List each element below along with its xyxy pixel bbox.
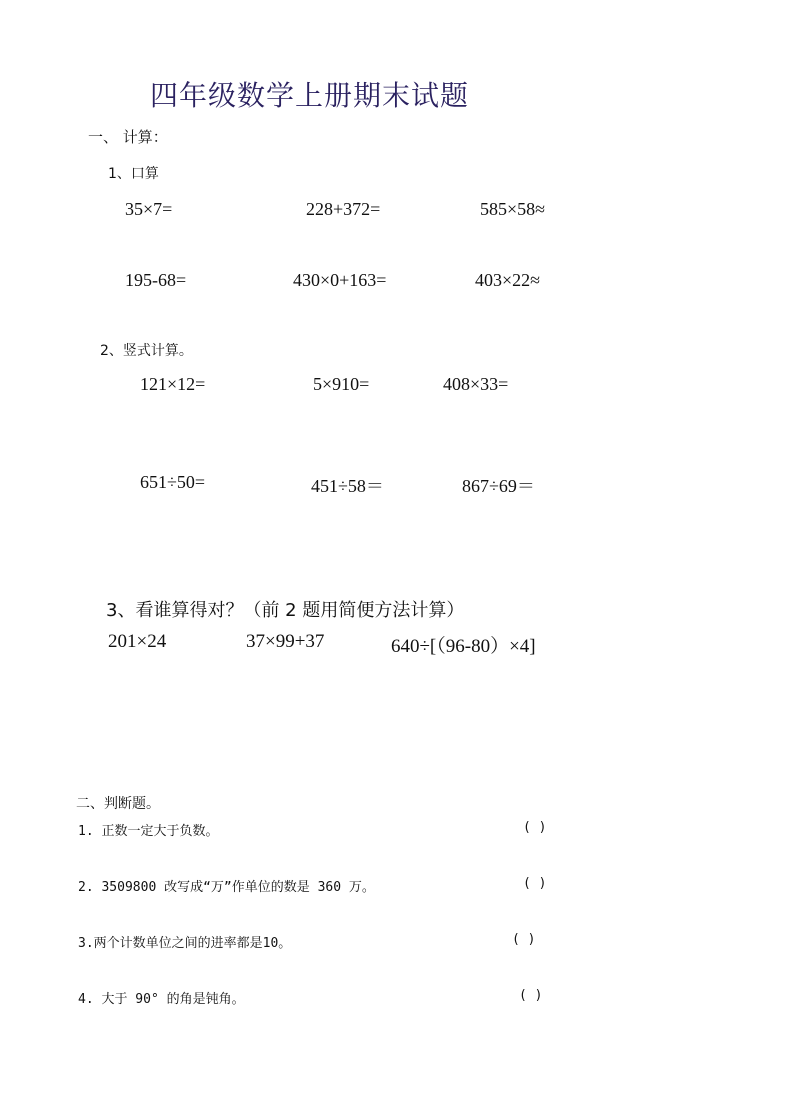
oral-expr-6: 403×22≈ (475, 270, 541, 290)
section-2-heading: 二、判断题。 (76, 796, 160, 812)
oral-expr-3: 585×58≈ (480, 199, 546, 219)
judge-answer-blank-4[interactable]: ( ) (519, 988, 543, 1003)
vertical-expr-6: 867÷69＝ (462, 476, 535, 496)
vertical-expr-4: 651÷50= (140, 472, 206, 492)
simplify-expr-2: 37×99+37 (246, 631, 325, 652)
vertical-calc-heading: 2、竖式计算。 (100, 343, 193, 359)
oral-expr-2: 228+372= (306, 199, 381, 219)
vertical-expr-3: 408×33= (443, 374, 509, 394)
simplify-expr-3: 640÷[（96-80）×4] (391, 636, 536, 657)
simplify-expr-1: 201×24 (108, 631, 167, 652)
oral-expr-1: 35×7= (125, 199, 173, 219)
oral-expr-5: 430×0+163= (293, 270, 387, 290)
judge-answer-blank-1[interactable]: ( ) (523, 820, 547, 835)
judge-item-2: 2. 3509800 改写成“万”作单位的数是 360 万。 (78, 880, 375, 895)
simplify-calc-heading: 3、看谁算得对？（前 2 题用简便方法计算） (106, 600, 465, 621)
vertical-expr-5: 451÷58＝ (311, 476, 384, 496)
judge-item-3: 3.两个计数单位之间的进率都是10。 (78, 936, 292, 951)
page-title: 四年级数学上册期末试题 (150, 79, 470, 112)
vertical-expr-1: 121×12= (140, 374, 206, 394)
section-1-heading: 一、 计算： (88, 128, 168, 146)
judge-answer-blank-3[interactable]: ( ) (512, 932, 536, 947)
judge-item-1: 1. 正数一定大于负数。 (78, 824, 219, 839)
judge-item-4: 4. 大于 90° 的角是钝角。 (78, 992, 245, 1007)
vertical-expr-2: 5×910= (313, 374, 370, 394)
judge-answer-blank-2[interactable]: ( ) (523, 876, 547, 891)
oral-calc-heading: 1、口算 (108, 166, 159, 182)
oral-expr-4: 195-68= (125, 270, 187, 290)
